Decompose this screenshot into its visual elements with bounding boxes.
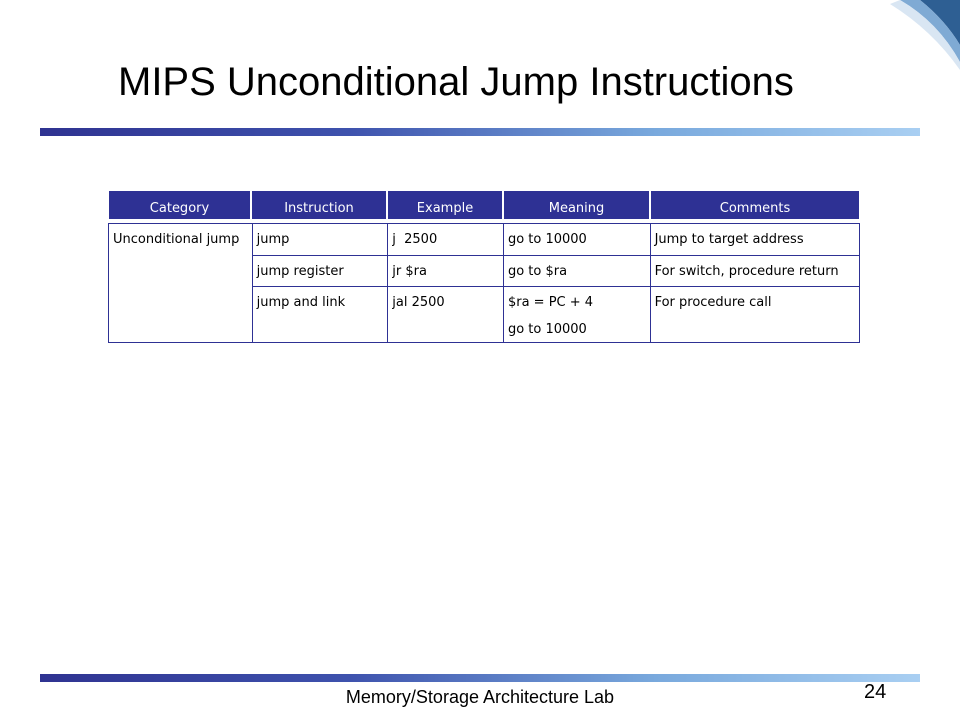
- header-instruction: Instruction: [251, 190, 387, 220]
- example-cell: jal 2500: [388, 286, 503, 342]
- meaning-cell: $ra = PC + 4: [504, 286, 650, 317]
- table-header-row: [108, 190, 860, 220]
- slide-title: MIPS Unconditional Jump Instructions: [118, 60, 794, 104]
- meaning-cell: go to 10000: [507, 322, 587, 337]
- meaning-cell: go to $ra: [504, 255, 650, 286]
- instruction-cell: jump: [256, 232, 290, 247]
- page-curl-decoration-icon: [860, 0, 960, 100]
- header-comments: Comments: [650, 190, 860, 220]
- footer-bar: [40, 674, 920, 682]
- meaning-column: [503, 224, 650, 342]
- example-cell: jr $ra: [388, 255, 503, 286]
- meaning-cell: go to 10000: [507, 232, 587, 247]
- example-column: [387, 224, 503, 342]
- comment-cell: For procedure call: [651, 286, 859, 342]
- comment-cell: For switch, procedure return: [651, 255, 859, 286]
- category-column: [109, 224, 252, 342]
- title-underline-bar: [40, 128, 920, 136]
- table-body: [108, 223, 860, 343]
- header-example: Example: [387, 190, 503, 220]
- category-cell: Unconditional jump: [113, 232, 240, 247]
- instruction-column: [252, 224, 388, 342]
- instruction-table: [108, 190, 860, 343]
- footer-text: Memory/Storage Architecture Lab: [345, 687, 615, 707]
- comment-cell: Jump to target address: [654, 232, 804, 247]
- instruction-cell: jump register: [253, 255, 388, 286]
- header-category: Category: [108, 190, 251, 220]
- example-cell: j 2500: [392, 232, 438, 247]
- comments-column: [650, 224, 859, 342]
- page-number: 24: [864, 681, 887, 703]
- instruction-cell: jump and link: [253, 286, 388, 342]
- header-meaning: Meaning: [503, 190, 650, 220]
